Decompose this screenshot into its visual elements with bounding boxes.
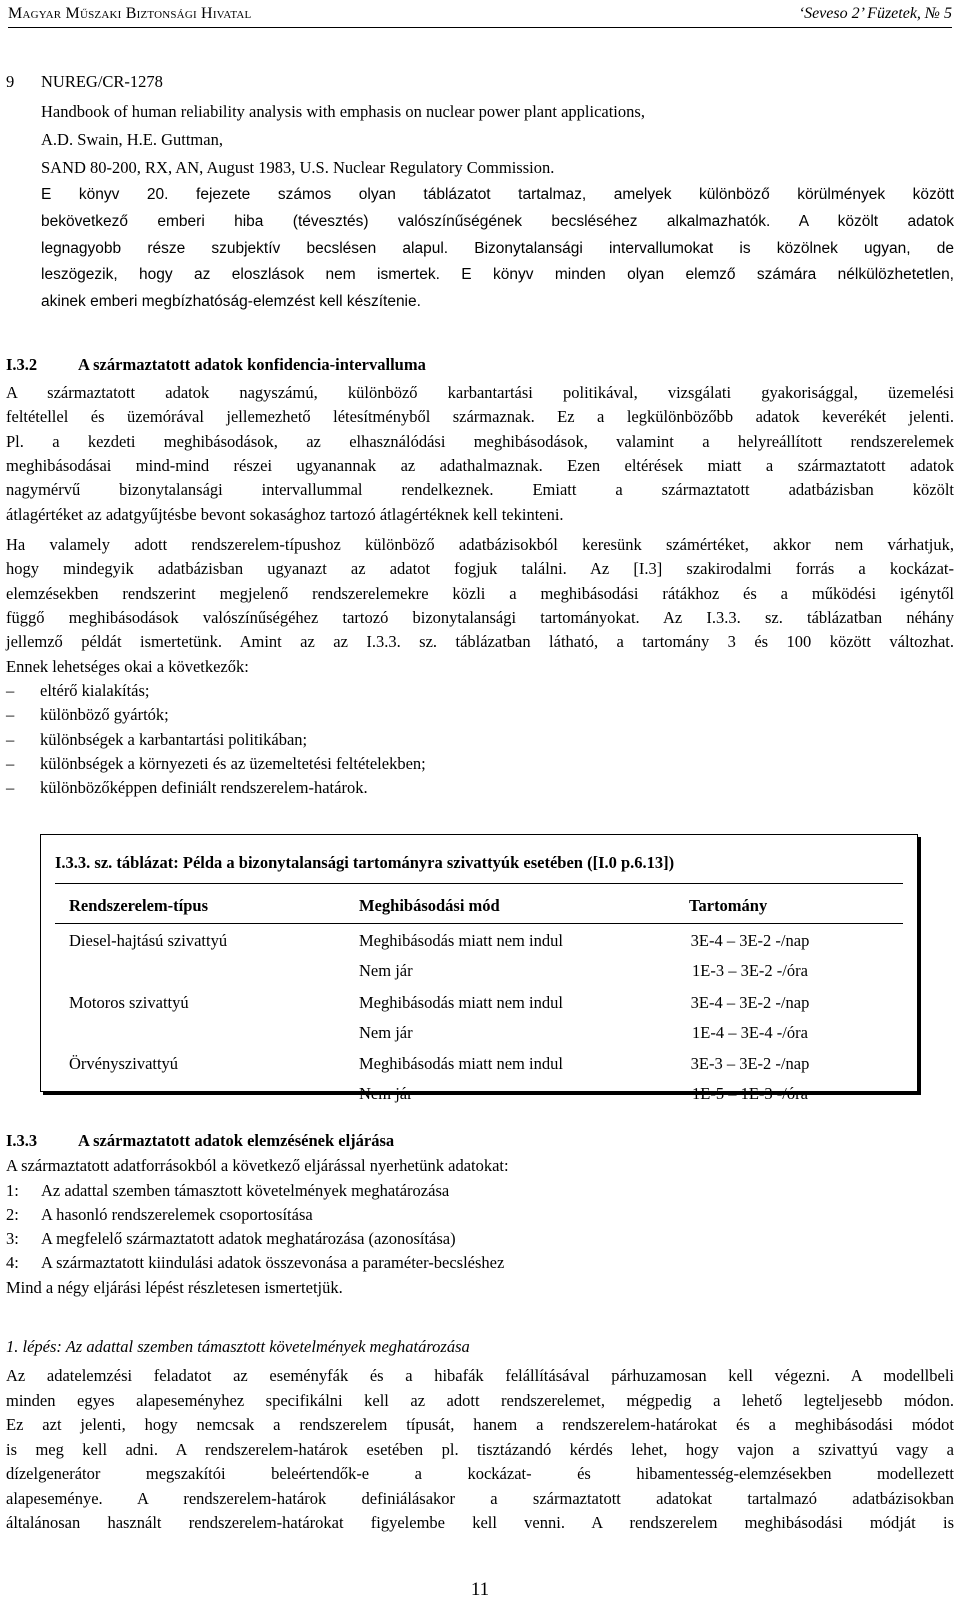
table-header: Meghibásodási mód	[359, 896, 500, 915]
step-heading: 1. lépés: Az adattal szemben támasztott követelmények meghatározása	[6, 1337, 470, 1356]
paragraph-line: alapeseménye. A rendszerelem-határok definiálásakor a származtatott adatokat tartalmazó adatbázisokban	[6, 1489, 954, 1508]
table-cell: 3E-4 – 3E-2 -/nap	[690, 993, 810, 1012]
paragraph-line: Mind a négy eljárási lépést részletesen ismertetjük.	[6, 1278, 343, 1297]
header-publisher-initial: B	[125, 5, 137, 22]
list-item-text: különbségek a környezeti és az üzemeltetési feltételekben;	[40, 754, 426, 773]
paragraph-line: Ha valamely adott rendszerelem-típushoz különböző adatbázisokból keresünk számértéket, akkor nem várhatjuk,	[6, 535, 954, 554]
paragraph-line: is meg kell adni. A rendszerelem-határok esetében pl. tisztázandó kérdés lehet, hogy vajon a szivattyú vagy a	[6, 1440, 954, 1459]
table-cell: Nem jár	[359, 1023, 413, 1042]
paragraph-line: Ez azt jelenti, hogy nemcsak a rendszerelem típusát, hanem a rendszerelem-határokat és a meghibásodási módot	[6, 1415, 954, 1434]
data-table	[40, 834, 918, 1103]
paragraph-line: átlagértéket az adatgyűjtésbe bevont sokasághoz tartozó átlagértéknek kell tekinteni.	[6, 505, 564, 524]
reference-desc-line: akinek emberi megbízhatóság-elemzést kell készítenie.	[41, 293, 421, 310]
paragraph-line: A származtatott adatforrásokból a következő eljárással nyerhetünk adatokat:	[6, 1156, 509, 1175]
paragraph-line: általánosan használt rendszerelem-határokat figyelembe kell venni. A rendszerelem meghibásodási módját is	[6, 1513, 954, 1532]
header-publisher-word: ivatal	[212, 5, 252, 22]
list-item-text: különbözőképpen definiált rendszerelem-határok.	[40, 778, 368, 797]
table-cell: Meghibásodás miatt nem indul	[359, 993, 563, 1012]
step-item	[6, 1253, 954, 1273]
step-number: 3:	[6, 1229, 19, 1248]
paragraph-line: nagymérvű bizonytalansági intervallummal rendelkeznek. Emiatt a származtatott adatbázisban közölt	[6, 480, 954, 499]
table-cell: 1E-3 – 3E-2 -/óra	[692, 961, 808, 980]
dash-bullet: –	[6, 754, 15, 773]
step-item	[6, 1205, 954, 1225]
table-header: Tartomány	[689, 896, 768, 915]
header-publisher-initial: H	[201, 5, 213, 22]
paragraph-line: Az adatelemzési feladatot az eseményfák és a hibafák felállításával párhuzamosan kell végezni. A modellbeli	[6, 1366, 954, 1385]
paragraph-line: feltétellel és üzemórával jellemezhető létesítményből származnak. Ez a legkülönbözőbb adatok keverékét jelenti.	[6, 407, 954, 426]
list-item	[6, 730, 307, 750]
step-text: A megfelelő származtatott adatok meghatározása (azonosítása)	[41, 1229, 456, 1248]
table-cell: Diesel-hajtású szivattyú	[69, 931, 228, 950]
reference-code: NUREG/CR-1278	[41, 72, 163, 91]
paragraph-line: függő meghibásodások valószínűségéhez tartozó bizonytalansági tartományokat. Az I.3.3. sz. táblázatban néhány	[6, 608, 954, 627]
step-number: 2:	[6, 1205, 19, 1224]
table-cell: Örvényszivattyú	[69, 1054, 179, 1073]
dash-bullet: –	[6, 681, 15, 700]
table-cell: Nem jár	[359, 1084, 413, 1103]
step-text: A származtatott kiindulási adatok összevonása a paraméter-becsléshez	[41, 1253, 505, 1272]
paragraph-line: hogy mindegyik adatbázisban ugyanazt az adatot fogjuk találni. Az [I.3] szakirodalmi forrás a kockázat-	[6, 559, 954, 578]
reference-line: A.D. Swain, H.E. Guttman,	[41, 130, 223, 149]
step-number: 4:	[6, 1253, 19, 1272]
list-item	[6, 778, 368, 798]
step-item	[6, 1229, 954, 1249]
header-publisher-word: agyar	[22, 5, 66, 22]
paragraph-line: Ennek lehetséges okai a következők:	[6, 657, 249, 676]
reference-desc-line: bekövetkező emberi hiba (tévesztés) valószínűségének becsléséhez alkalmazhatók. A közölt adatok	[41, 213, 954, 230]
header-publisher-initial: M	[8, 5, 23, 22]
reference-line: Handbook of human reliability analysis with emphasis on nuclear power plant applications,	[41, 102, 645, 121]
reference-number: 9	[6, 72, 15, 91]
page-number: 11	[470, 1579, 490, 1600]
paragraph-line: A származtatott adatok nagyszámú, különböző karbantartási politikával, vizsgálati gyakorisággal, üzemelési	[6, 383, 954, 402]
section-title: A származtatott adatok elemzésének eljárása	[78, 1131, 395, 1150]
step-number: 1:	[6, 1181, 19, 1200]
table-cell: Meghibásodás miatt nem indul	[359, 1054, 563, 1073]
list-item-text: eltérő kialakítás;	[40, 681, 150, 700]
dash-bullet: –	[6, 778, 15, 797]
paragraph-line: Pl. a kezdeti meghibásodások, az elhasználódási meghibásodások, valamint a helyreállított rendszerelemek	[6, 432, 954, 451]
dash-bullet: –	[6, 730, 15, 749]
page-header	[8, 3, 952, 28]
list-item-text: különböző gyártók;	[40, 705, 169, 724]
table-rule	[55, 883, 903, 884]
section-number: I.3.3	[6, 1131, 38, 1150]
header-series: ‘Seveso 2’ Füzetek, № 5	[798, 5, 952, 22]
reference-line: SAND 80-200, RX, AN, August 1983, U.S. Nuclear Regulatory Commission.	[41, 158, 555, 177]
table-cell: Nem jár	[359, 961, 413, 980]
paragraph-line: dízelgenerátor megszakítói beleértendők-e a kockázat- és hibamentesség-elemzésekben modellezett	[6, 1464, 954, 1483]
section-title: A származtatott adatok konfidencia-intervalluma	[78, 355, 426, 374]
list-item	[6, 705, 169, 725]
table-cell: Motoros szivattyú	[69, 993, 189, 1012]
table-header: Rendszerelem-típus	[69, 896, 209, 915]
header-publisher-word: iztonsági	[136, 5, 202, 22]
paragraph-line: minden egyes alapeseményhez specifikálni kell az adott rendszerelemet, mégpedig a lehető legteljesebb módon.	[6, 1391, 954, 1410]
header-publisher-initial: M	[65, 5, 80, 22]
header-publisher	[8, 5, 251, 23]
step-text: A hasonló rendszerelemek csoportosítása	[41, 1205, 313, 1224]
list-item-text: különbségek a karbantartási politikában;	[40, 730, 308, 749]
reference-desc-line: leszögezik, hogy az eloszlások nem ismertek. E könyv minden olyan elemző számára nélkülözhetetlen,	[41, 266, 954, 283]
section-heading	[6, 355, 954, 375]
header-publisher-word: űszaki	[79, 5, 126, 22]
reference-desc-line: legnagyobb része szubjektív becslésen alapul. Bizonytalansági intervallumokat is közölnek ugyan, de	[41, 240, 954, 257]
dash-bullet: –	[6, 705, 15, 724]
table-cell: Meghibásodás miatt nem indul	[359, 931, 563, 950]
paragraph-line: elemzésekben rendszerint megjelenő rendszerelemekre közli a meghibásodási rátákhoz és a működési igénytől	[6, 584, 954, 603]
table-cell: 3E-4 – 3E-2 -/nap	[690, 931, 810, 950]
reference-desc-line: E könyv 20. fejezete számos olyan táblázatot tartalmaz, amelyek különböző körülmények között	[41, 186, 954, 203]
table-cell: 3E-3 – 3E-2 -/nap	[690, 1054, 810, 1073]
reference-number-line	[6, 72, 954, 92]
step-item	[6, 1181, 954, 1201]
table-rule	[55, 923, 903, 924]
paragraph-line: jellemző példát ismertetünk. Amint az az I.3.3. sz. táblázatban látható, a tartomány 3 és 100 között változhat.	[6, 632, 954, 651]
step-text: Az adattal szemben támasztott követelmények meghatározása	[41, 1181, 450, 1200]
paragraph-line: meghibásodásai mind-mind részei ugyanannak az adathalmaznak. Ezen eltérések miatt a származtatott adatok	[6, 456, 954, 475]
list-item	[6, 754, 426, 774]
table-cell: 1E-4 – 3E-4 -/óra	[692, 1023, 808, 1042]
section-heading	[6, 1131, 954, 1151]
table-title: I.3.3. sz. táblázat: Példa a bizonytalansági tartományra szivattyúk esetében ([I.0 p.6.13])	[55, 853, 675, 872]
table-cell: 1E-5 – 1E-3 -/óra	[692, 1084, 808, 1103]
list-item	[6, 681, 150, 701]
section-number: I.3.2	[6, 355, 38, 374]
